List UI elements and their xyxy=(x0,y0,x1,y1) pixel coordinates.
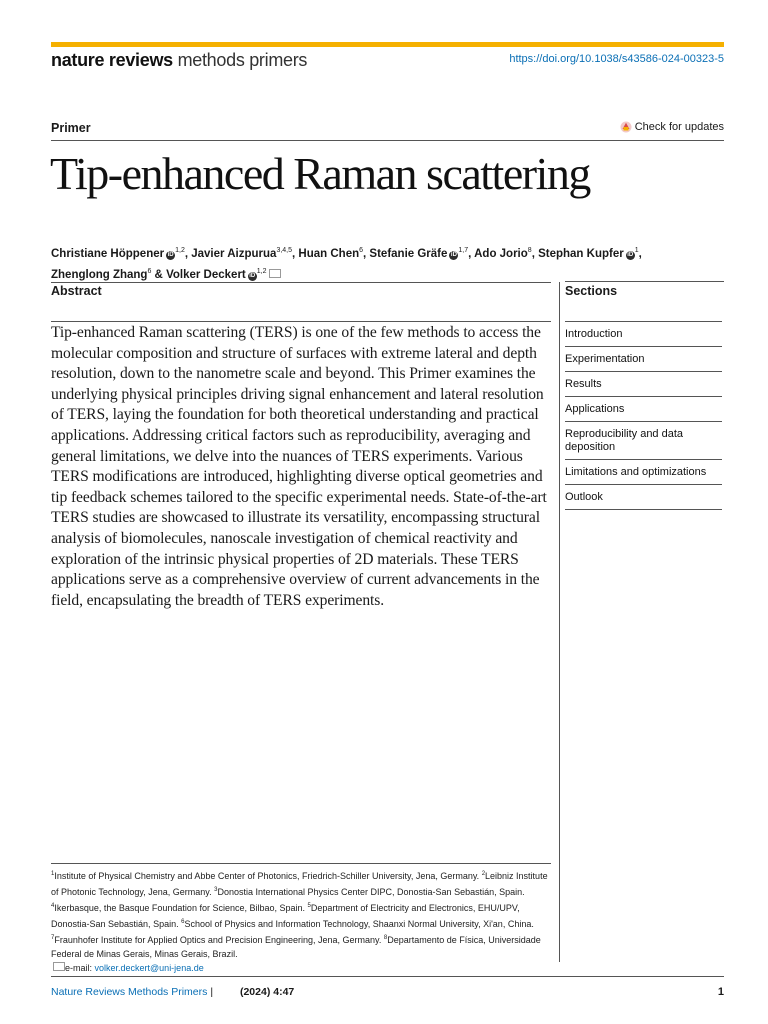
orcid-icon[interactable]: iD xyxy=(627,251,634,258)
author-separator: & xyxy=(151,268,167,281)
email-label: e-mail: xyxy=(65,963,95,973)
affiliation-text: Ikerbasque, the Basque Foundation for Science, Bilbao, Spain. xyxy=(54,903,308,913)
author-separator: , xyxy=(531,247,539,260)
doi-link[interactable]: https://doi.org/10.1038/s43586-024-00323-5 xyxy=(509,53,724,65)
author-separator: , xyxy=(468,247,475,260)
author-affiliation: 6 xyxy=(147,267,152,275)
page-number: 1 xyxy=(717,986,724,998)
accent-bar xyxy=(51,42,724,47)
affiliation-number: 3 xyxy=(214,887,218,893)
footer-journal-link[interactable]: Nature Reviews Methods Primers xyxy=(51,986,208,998)
check-updates-label: Check for updates xyxy=(634,121,724,133)
email-icon xyxy=(53,962,65,971)
author-affiliation: 3,4,5 xyxy=(276,247,293,254)
author-name[interactable]: Huan Chen xyxy=(298,247,360,260)
author-affiliation: 8 xyxy=(527,247,532,254)
journal-name-bold: nature reviews xyxy=(51,50,173,70)
author-affiliation: 1 xyxy=(634,247,639,254)
affiliation-text: Institute of Physical Chemistry and Abbe Center of Photonics, Friedrich-Schiller University, Jena, Germany. xyxy=(54,871,482,881)
author-affiliation: 1,2 xyxy=(175,247,185,254)
affiliation-text: Fraunhofer Institute for Applied Optics and Precision Engineering, Jena, Germany. xyxy=(54,935,384,945)
check-updates-icon xyxy=(620,121,632,133)
affiliation-text: Leibniz Institute of Photonic Technology, Jena, Germany. xyxy=(51,871,548,897)
abstract-top-rule xyxy=(51,282,551,283)
footer-separator: | xyxy=(210,986,214,998)
author-name[interactable]: Zhenglong Zhang xyxy=(51,268,148,281)
article-type: Primer xyxy=(51,121,91,135)
author-affiliation: 1,7 xyxy=(458,247,469,254)
footer-divider xyxy=(51,976,724,977)
section-link[interactable]: Reproducibility and data deposition xyxy=(565,421,722,459)
affiliation-number: 6 xyxy=(181,919,185,925)
sections-top-rule xyxy=(565,281,724,282)
article-title: Tip-enhanced Raman scattering xyxy=(50,148,590,199)
author-separator: , xyxy=(184,247,192,260)
email-link[interactable]: volker.deckert@uni-jena.de xyxy=(94,963,204,973)
affiliation-number: 5 xyxy=(307,903,311,909)
author-affiliation: 1,2 xyxy=(256,267,267,275)
affiliation-number: 4 xyxy=(51,903,55,909)
author-list xyxy=(51,242,681,284)
section-link[interactable]: Experimentation xyxy=(565,346,722,371)
journal-name-light: methods primers xyxy=(177,50,308,70)
sections-heading: Sections xyxy=(565,284,618,298)
author-name[interactable]: Volker Deckert xyxy=(166,268,246,281)
section-link[interactable]: Outlook xyxy=(565,484,722,510)
affiliation-number: 1 xyxy=(51,871,55,877)
author-name[interactable]: Christiane Höppener xyxy=(51,247,165,260)
footer-citation xyxy=(51,986,294,998)
orcid-icon[interactable]: iD xyxy=(167,251,174,258)
footnote-divider xyxy=(51,863,551,864)
column-divider xyxy=(559,282,560,962)
affiliation-text: Department of Electricity and Electronics, EHU/UPV, Donostia-San Sebastián, Spain. xyxy=(51,903,520,929)
author-separator: , xyxy=(363,247,370,260)
sections-nav xyxy=(565,321,722,510)
section-link[interactable]: Limitations and optimizations xyxy=(565,459,722,484)
author-separator: , xyxy=(292,247,299,260)
affiliation-text: Donostia International Physics Center DIPC, Donostia-San Sebastián, Spain. xyxy=(217,887,525,897)
corresponding-email-icon[interactable] xyxy=(269,269,281,278)
author-separator: , xyxy=(638,247,642,260)
abstract-divider xyxy=(51,321,551,322)
author-affiliation: 6 xyxy=(359,247,364,254)
abstract-text: Tip-enhanced Raman scattering (TERS) is one of the few methods to access the molecular composition and structure of surfaces with extreme lateral and depth resolution, down to the nanometre scale and beyond. This Primer examines the underlying physical principles driving signal enhancement and lateral resolution of TERS, laying the foundation for both theoretical understanding and practical applications. Addressing critical factors such as reproducibility, averaging and general limitations, we delve into the nuances of TERS experiments. Various TERS modifications are introduced, highlighting diverse optical geometries and tip feedback schemes tailored to the specific experimental needs. State-of-the-art TERS studies are showcased to illustrate its versatility, encompassing structural analysis of biomolecules, nanoscale investigation of chemical reactivity and exploration of the intrinsic physical properties of 2D materials. These TERS applications serve as a comprehensive overview of current advancements in the field, encapsulating the breadth of TERS experiments. xyxy=(51,324,547,609)
header-divider xyxy=(51,140,724,141)
affiliation-number: 7 xyxy=(51,935,55,941)
affiliation-number: 2 xyxy=(481,871,486,877)
affiliation-number: 8 xyxy=(383,935,388,941)
orcid-icon[interactable]: iD xyxy=(450,251,457,258)
orcid-icon[interactable]: iD xyxy=(249,272,256,279)
author-name[interactable]: Stephan Kupfer xyxy=(538,247,624,260)
journal-masthead[interactable] xyxy=(51,50,307,71)
affiliation-footnotes xyxy=(51,867,551,975)
author-name[interactable]: Stefanie Gräfe xyxy=(369,247,448,260)
affiliation-text: School of Physics and Information Technology, Shaanxi Normal University, Xi'an, China. xyxy=(184,919,534,929)
author-name[interactable]: Javier Aizpurua xyxy=(191,247,277,260)
check-updates-button[interactable] xyxy=(620,121,724,133)
section-link[interactable]: Applications xyxy=(565,396,722,421)
affiliation-text: Departamento de Física, Universidade Federal de Minas Gerais, Minas Gerais, Brazil. xyxy=(51,935,541,959)
section-link[interactable]: Introduction xyxy=(565,321,722,346)
footer-volume: (2024) 4:47 xyxy=(239,986,295,998)
author-name[interactable]: Ado Jorio xyxy=(474,247,528,260)
section-link[interactable]: Results xyxy=(565,371,722,396)
abstract-heading: Abstract xyxy=(51,284,102,298)
